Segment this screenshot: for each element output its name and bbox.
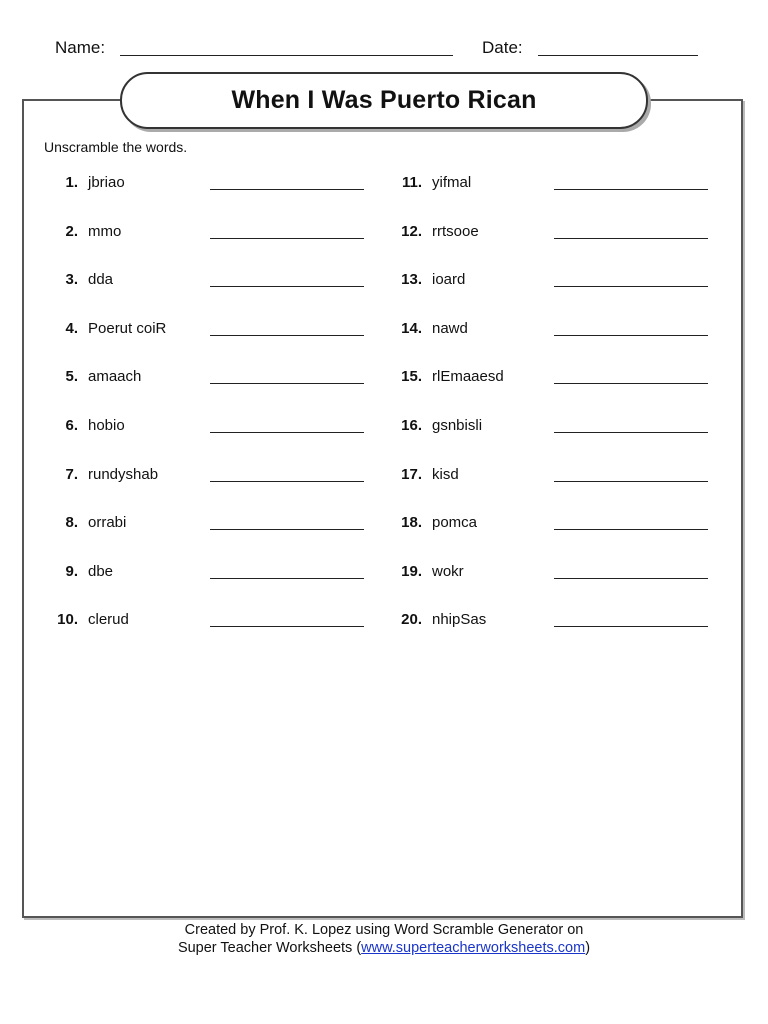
list-item	[42, 223, 372, 243]
list-item	[42, 174, 372, 194]
list-item	[386, 466, 716, 486]
item-number: 1.	[65, 174, 78, 191]
footer-credit	[0, 921, 768, 957]
scrambled-word: mmo	[88, 222, 122, 240]
scrambled-word: pomca	[432, 514, 478, 532]
scrambled-word: rlEmaaesd	[432, 368, 504, 386]
scrambled-word: rundyshab	[88, 465, 159, 483]
scrambled-word: gsnbisli	[432, 417, 483, 434]
answer-line[interactable]	[210, 481, 364, 482]
website-link[interactable]: www.superteacherworksheets.com	[361, 940, 586, 956]
item-number: 20.	[401, 611, 422, 629]
list-item	[42, 417, 372, 437]
item-number: 11.	[401, 174, 422, 191]
answer-line[interactable]	[554, 286, 708, 287]
item-number: 16.	[401, 417, 422, 434]
list-item	[42, 320, 372, 340]
answer-line[interactable]	[210, 335, 364, 336]
name-field-line[interactable]	[120, 55, 453, 56]
answer-line[interactable]	[554, 626, 708, 627]
item-number: 7.	[65, 465, 78, 483]
item-number: 8.	[65, 514, 78, 532]
list-item	[386, 514, 716, 534]
scrambled-word: ioard	[432, 271, 466, 289]
item-number: 5.	[65, 368, 78, 386]
scrambled-word: hobio	[88, 417, 125, 434]
footer-prefix: Super Teacher Worksheets (	[177, 940, 362, 956]
scrambled-word: rrtsooe	[432, 222, 479, 240]
scrambled-word: kisd	[432, 465, 459, 483]
scrambled-word: nawd	[432, 319, 468, 337]
item-number: 10.	[57, 611, 78, 629]
title-box	[120, 72, 648, 129]
answer-line[interactable]	[210, 286, 364, 287]
answer-line[interactable]	[554, 432, 708, 433]
scrambled-word: nhipSas	[432, 611, 487, 629]
answer-line[interactable]	[554, 335, 708, 336]
item-number: 14.	[401, 319, 422, 337]
item-number: 2.	[65, 222, 78, 240]
worksheet-title: When I Was Puerto Rican	[231, 86, 537, 114]
answer-line[interactable]	[210, 529, 364, 530]
list-item	[386, 320, 716, 340]
item-number: 9.	[65, 562, 78, 580]
scrambled-word: jbriao	[88, 174, 125, 191]
footer-line-2	[0, 939, 768, 957]
list-item	[386, 563, 716, 583]
answer-line[interactable]	[554, 481, 708, 482]
scrambled-word: yifmal	[432, 174, 472, 191]
answer-line[interactable]	[210, 578, 364, 579]
list-item	[42, 466, 372, 486]
item-number: 18.	[401, 514, 422, 532]
list-item	[42, 611, 372, 631]
item-number: 4.	[65, 319, 78, 337]
item-number: 3.	[65, 271, 78, 289]
item-number: 15.	[401, 368, 422, 386]
list-item	[42, 514, 372, 534]
scrambled-word: Poerut coiR	[88, 319, 167, 337]
item-number: 12.	[401, 222, 422, 240]
footer-suffix: )	[585, 940, 591, 956]
list-item	[386, 368, 716, 388]
answer-line[interactable]	[554, 189, 708, 190]
scrambled-word: amaach	[88, 368, 142, 386]
item-number: 19.	[401, 562, 422, 580]
name-label: Name:	[55, 38, 106, 57]
list-item	[42, 271, 372, 291]
list-item	[386, 417, 716, 437]
answer-line[interactable]	[554, 383, 708, 384]
footer-line-1: Created by Prof. K. Lopez using Word Scramble Generator on	[184, 922, 584, 938]
item-number: 17.	[401, 465, 422, 483]
answer-line[interactable]	[210, 432, 364, 433]
answer-line[interactable]	[210, 238, 364, 239]
date-field-line[interactable]	[538, 55, 698, 56]
instructions: Unscramble the words.	[44, 139, 188, 155]
date-label: Date:	[482, 38, 523, 57]
answer-line[interactable]	[210, 383, 364, 384]
item-number: 6.	[65, 417, 78, 434]
list-item	[386, 223, 716, 243]
answer-line[interactable]	[554, 529, 708, 530]
list-item	[42, 563, 372, 583]
answer-line[interactable]	[554, 578, 708, 579]
answer-line[interactable]	[210, 626, 364, 627]
list-item	[386, 174, 716, 194]
scrambled-word: dda	[88, 271, 114, 289]
item-number: 13.	[401, 271, 422, 289]
answer-line[interactable]	[554, 238, 708, 239]
scrambled-word: dbe	[88, 562, 114, 580]
scrambled-word: clerud	[88, 611, 129, 629]
list-item	[386, 611, 716, 631]
scrambled-word: wokr	[432, 562, 464, 580]
answer-line[interactable]	[210, 189, 364, 190]
list-item	[386, 271, 716, 291]
list-item	[42, 368, 372, 388]
scrambled-word: orrabi	[88, 514, 127, 532]
